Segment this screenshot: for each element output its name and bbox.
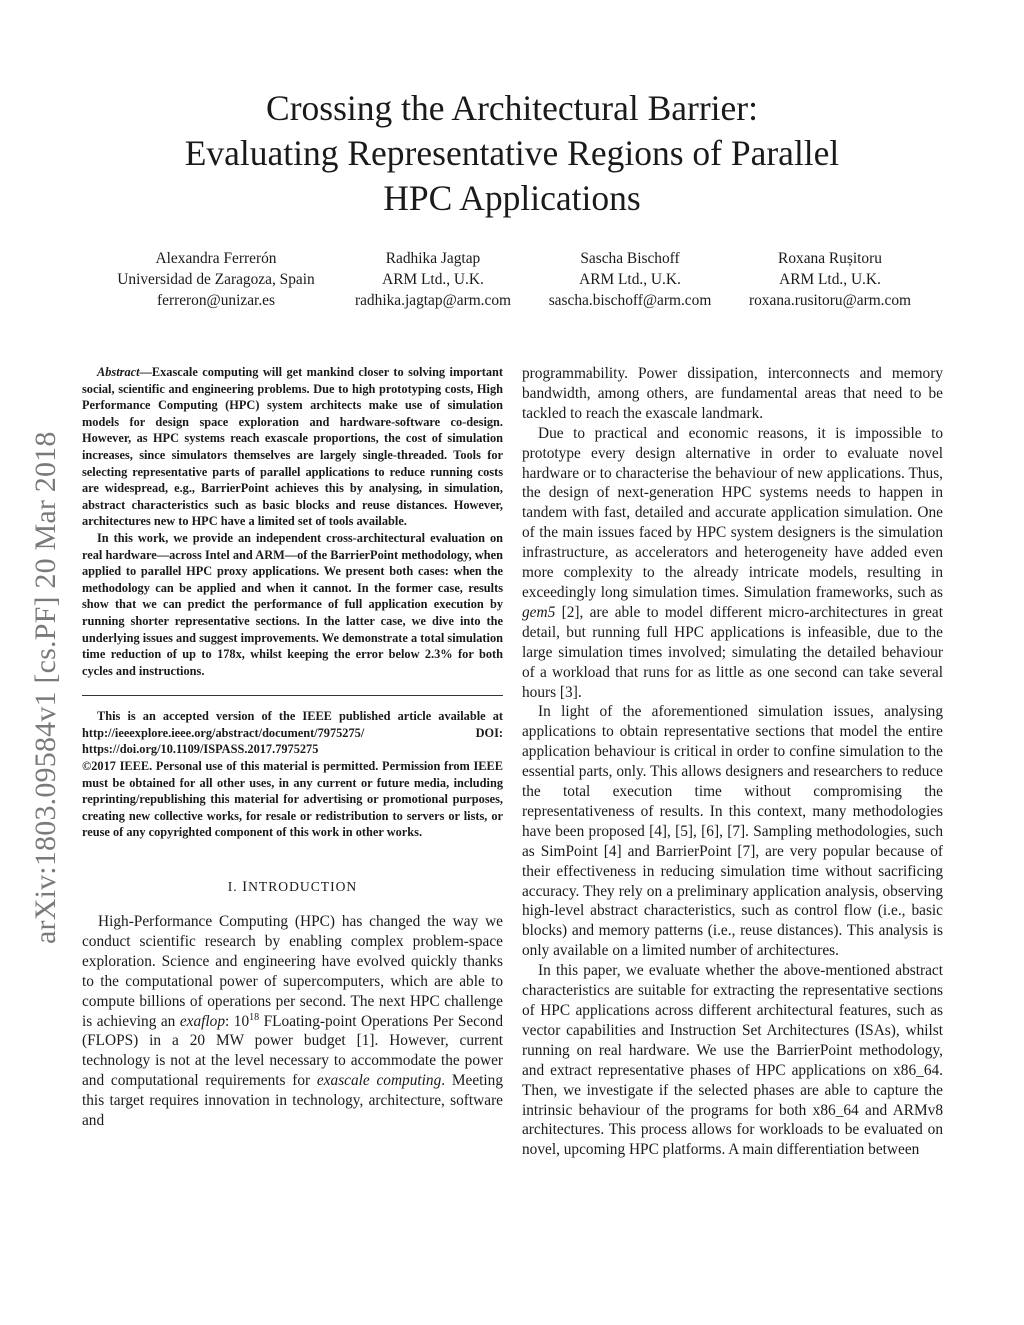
body-paragraph bbox=[82, 912, 503, 1131]
section-title-initial: I bbox=[242, 879, 249, 896]
note-paragraph: This is an accepted version of the IEEE published article available at http://ieeexplore.ieee.org/abstract/document/7975275/ DOI: https://doi.org/10.1109/ISPASS.2017.7975275 bbox=[82, 709, 503, 757]
abstract-label: Abstract bbox=[97, 365, 140, 379]
right-column-body bbox=[522, 364, 943, 1160]
left-column bbox=[82, 364, 503, 1131]
right-column bbox=[522, 364, 943, 1160]
title-line: Crossing the Architectural Barrier: bbox=[266, 88, 758, 128]
title-line: Evaluating Representative Regions of Parallel bbox=[184, 133, 840, 173]
text-run: : 10 bbox=[225, 1012, 250, 1030]
body-paragraph: In light of the aforementioned simulation issues, analysing applications to obtain representative sections that model the entire application behaviour is critical in order to confine simulation to the essential parts, only. This allows designers and researchers to reduce the total execution time without compromising the representativeness of results. In this context, many methodologies have been proposed [4], [5], [6], [7]. Sampling methodologies, such as SimPoint [4] and BarrierPoint [7], are very popular because of their effectiveness in reducing simulation time without sacrificing accuracy. They rely on a preliminary application analysis, observing high-level abstract characteristics, such as control flow (i.e., basic blocks) and memory patterns (i.e., reuse distances). This analysis is only available on a limited number of architectures. bbox=[522, 703, 943, 960]
title-line: HPC Applications bbox=[383, 178, 641, 218]
abstract-paragraph bbox=[82, 364, 503, 530]
author-block bbox=[355, 248, 511, 311]
body-paragraph: programmability. Power dissipation, interconnects and memory bandwidth, among others, are fundamental areas that need to be tackled to reach the exascale landmark. bbox=[522, 365, 943, 422]
body-paragraph bbox=[522, 424, 943, 703]
body-paragraph: In this paper, we evaluate whether the above-mentioned abstract characteristics are suitable for extracting the representative sections of HPC applications across different architectural features, such as vector capabilities and Instruction Set Architectures (ISAs), whilst running on real hardware. We use the BarrierPoint methodology, and extract representative phases of HPC applications on x86_64. Then, we investigate if the selected phases are able to capture the intrinsic behaviour of the programs for both x86_64 and ARMv8 architectures. This process allows for workloads to be evaluated on novel, upcoming HPC platforms. A main differentiation between bbox=[522, 962, 943, 1159]
abstract bbox=[82, 364, 503, 679]
paper-title bbox=[80, 86, 944, 221]
copyright-note bbox=[82, 708, 503, 841]
note-paragraph bbox=[82, 758, 503, 841]
arxiv-stamp: arXiv:1803.09584v1 [cs.PF] 20 Mar 2018 bbox=[29, 431, 62, 944]
author-list bbox=[0, 248, 1024, 318]
abstract-paragraph: In this work, we provide an independent cross-architectural evaluation on real hardware—across Intel and ARM—of the BarrierPoint methodology, when applied to parallel HPC proxy applications. We present both cases: when the methodology can be applied and when it cannot. In the former case, results show that we can predict the performance of full application execution by running shorter representative sections. In the latter case, we dive into the underlying issues and suggest improvements. We demonstrate a total simulation time reduction of up to 178x, whilst keeping the error below 2.3% for both cycles and instructions. bbox=[82, 530, 503, 678]
author-email: roxana.rusitoru@arm.com bbox=[748, 292, 912, 309]
section-heading bbox=[82, 879, 503, 896]
author-block bbox=[549, 248, 712, 311]
text-run: High-Performance Computing (HPC) has changed the way we conduct scientific research by enabling complex problem-space exploration. Science and engineering have evolved quickly thanks to the computational power of supercomputers, which are able to compute billions of operations per second. The next HPC challenge is achieving an bbox=[82, 913, 503, 1030]
author-affiliation: Universidad de Zaragoza, Spain bbox=[117, 271, 315, 288]
author-email: sascha.bischoff@arm.com bbox=[548, 292, 712, 309]
text-run: . Meeting this target requires innovation in technology, architecture, software and bbox=[82, 1072, 504, 1130]
section-number: I. bbox=[227, 879, 238, 895]
author-name: Roxana Rușitoru bbox=[778, 250, 882, 267]
author-affiliation: ARM Ltd., U.K. bbox=[382, 271, 484, 288]
emphasis-exaflop: exaflop bbox=[179, 1012, 226, 1030]
copyright-symbol: © bbox=[82, 759, 92, 774]
abstract-dash: — bbox=[139, 365, 152, 379]
author-name: Radhika Jagtap bbox=[385, 250, 481, 267]
divider bbox=[82, 695, 503, 696]
section-title-rest: NTRODUCTION bbox=[248, 879, 358, 895]
text-run: FLoating-point Operations Per Second (FLOPS) in a 20 MW power budget [1]. However, current technology is not at the level necessary to accommodate the power and computational requirements for bbox=[82, 1012, 503, 1090]
emphasis-gem5: gem5 bbox=[522, 603, 556, 621]
author-block bbox=[117, 248, 314, 311]
author-name: Sascha Bischoff bbox=[580, 250, 680, 267]
author-affiliation: ARM Ltd., U.K. bbox=[579, 271, 681, 288]
note-text: 2017 IEEE. Personal use of this material is permitted. Permission from IEEE must be obtained for all other uses, in any current or future media, including reprinting/republishing this material for advertising or promotional purposes, creating new collective works, for resale or redistribution to servers or lists, or reuse of any copyrighted component of this work in other works. bbox=[82, 759, 503, 840]
emphasis-exascale: exascale computing bbox=[316, 1072, 442, 1090]
text-run: [2], are able to model different micro-architectures in great detail, but running full HPC applications is infeasible, due to the large simulation times involved; simulating the detailed behaviour of a workload that runs for as little as one second can take several hours [3]. bbox=[522, 603, 943, 701]
exponent: 18 bbox=[249, 1011, 260, 1023]
abstract-text: Exascale computing will get mankind closer to solving important social, scientific and engineering problems. Due to high prototyping costs, High Performance Computing (HPC) system architects make use of simulation models for design space exploration and hardware-software co-design. However, as HPC systems reach exascale proportions, the cost of simulation increases, since simulators themselves are largely single-threaded. Tools for selecting representative parts of parallel applications to reduce running costs are widespread, e.g., BarrierPoint achieves this by analysing, in simulation, abstract characteristics such as basic blocks and reuse distances. However, architectures new to HPC have a limited set of tools available. bbox=[82, 365, 503, 529]
author-affiliation: ARM Ltd., U.K. bbox=[779, 271, 881, 288]
introduction-body bbox=[82, 912, 503, 1131]
author-block bbox=[749, 248, 911, 311]
author-email: ferreron@unizar.es bbox=[156, 292, 275, 309]
author-name: Alexandra Ferrerón bbox=[155, 250, 277, 267]
author-email: radhika.jagtap@arm.com bbox=[354, 292, 512, 309]
text-run: Due to practical and economic reasons, it is impossible to prototype every design alternative in order to evaluate novel hardware or to characterise the behaviour of new applications. Thus, the design of next-generation HPC systems needs to happen in tandem with fast, detailed and accurate application simulation. One of the main issues faced by HPC system designers is the simulation infrastructure, as accelerators and heterogeneity have added even more complexity to the already intricate models, resulting in exceedingly long simulation times. Simulation frameworks, such as bbox=[522, 424, 943, 601]
